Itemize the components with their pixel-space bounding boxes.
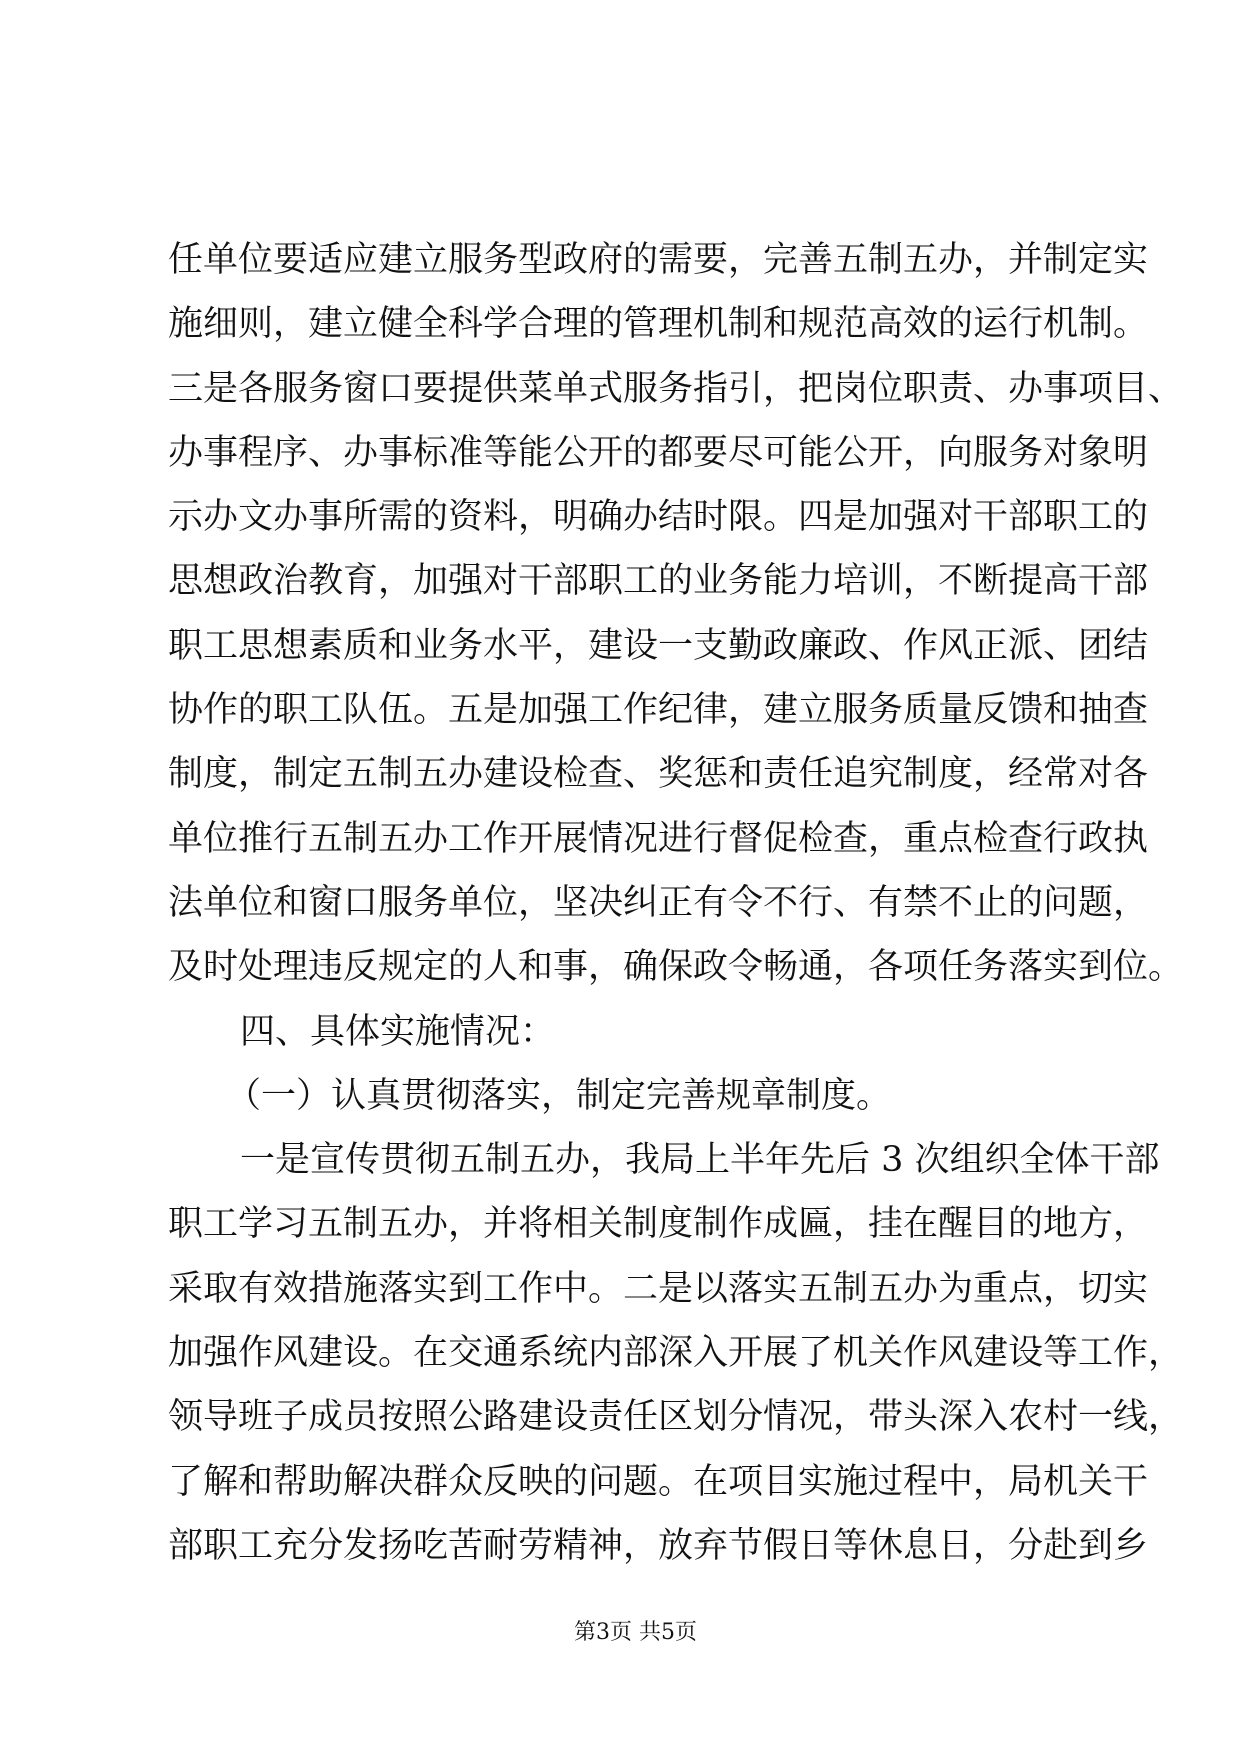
text-line: 思想政治教育，加强对干部职工的业务能力培训，不断提高干部 <box>168 561 1149 602</box>
subsection-heading: （一）认真贯彻落实，制定完善规章制度。 <box>226 1075 892 1116</box>
text-line: 协作的职工队伍。五是加强工作纪律，建立服务质量反馈和抽查 <box>168 690 1149 731</box>
text-line: 任单位要适应建立服务型政府的需要，完善五制五办，并制定实 <box>168 240 1149 280</box>
text-line: 三是各服务窗口要提供菜单式服务指引，把岗位职责、办事项目、 <box>168 368 1184 409</box>
text-line: 职工学习五制五办，并将相关制度制作成匾，挂在醒目的地方， <box>168 1204 1149 1245</box>
text-line: 一是宣传贯彻五制五办，我局上半年先后 3 次组织全体干部 <box>240 1140 1160 1181</box>
text-line: 办事程序、办事标准等能公开的都要尽可能公开，向服务对象明 <box>168 432 1149 473</box>
text-line: 施细则，建立健全科学合理的管理机制和规范高效的运行机制。 <box>168 304 1149 345</box>
text-line: 示办文办事所需的资料，明确办结时限。四是加强对干部职工的 <box>168 497 1149 538</box>
text-line: 职工思想素质和业务水平，建设一支勤政廉政、作风正派、团结 <box>168 625 1149 666</box>
section-heading: 四、具体实施情况： <box>240 1011 556 1052</box>
text-line: 采取有效措施落实到工作中。二是以落实五制五办为重点，切实 <box>168 1268 1149 1309</box>
text-line: 法单位和窗口服务单位，坚决纠正有令不行、有禁不止的问题， <box>168 882 1149 923</box>
text-line: 制度，制定五制五办建设检查、奖惩和责任追究制度，经常对各 <box>168 754 1149 795</box>
text-line: 了解和帮助解决群众反映的问题。在项目实施过程中，局机关干 <box>168 1461 1149 1502</box>
text-line: 及时处理违反规定的人和事，确保政令畅通，各项任务落实到位。 <box>168 947 1184 988</box>
text-line: 单位推行五制五办工作开展情况进行督促检查，重点检查行政执 <box>168 818 1149 859</box>
text-line: 领导班子成员按照公路建设责任区划分情况，带头深入农村一线， <box>168 1397 1184 1438</box>
text-line: 部职工充分发扬吃苦耐劳精神，放弃节假日等休息日，分赴到乡 <box>168 1525 1149 1566</box>
page-number-footer: 第3页 共5页 <box>574 1620 697 1645</box>
text-line: 加强作风建设。在交通系统内部深入开展了机关作风建设等工作， <box>168 1333 1184 1374</box>
document-body <box>168 228 1184 1578</box>
